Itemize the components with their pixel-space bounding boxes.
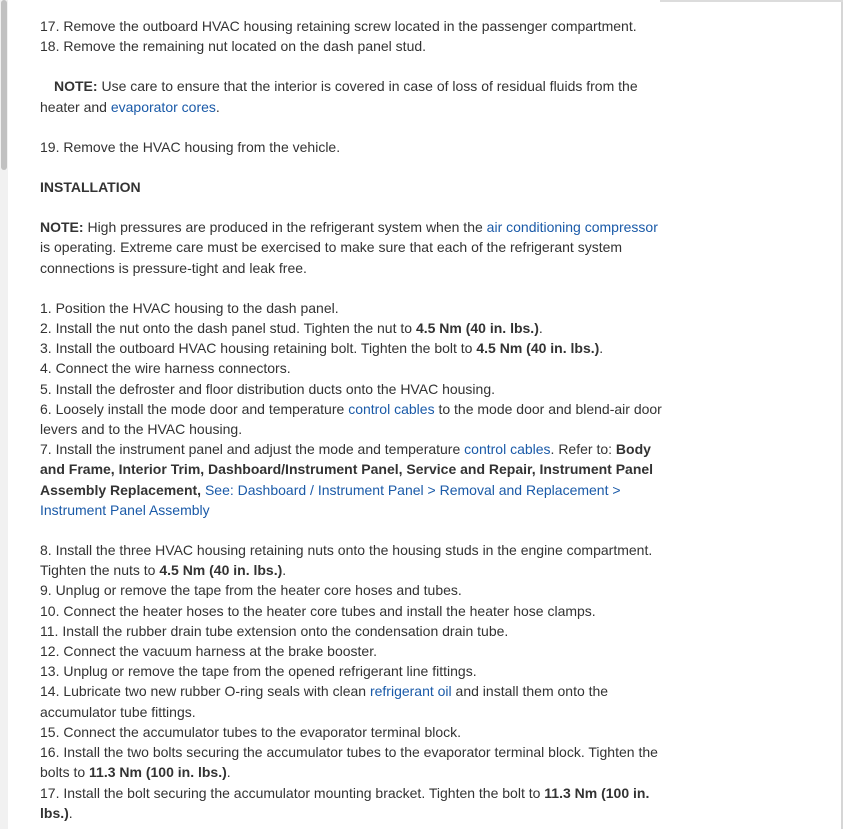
step-17-removal: 17. Remove the outboard HVAC housing retaining screw located in the passenger compartment. (40, 18, 637, 34)
install-step-1: 1. Position the HVAC housing to the dash panel. (40, 299, 339, 316)
control-cables-link[interactable]: control cables (348, 400, 435, 417)
install-step-2: 2. Install the nut onto the dash panel stud. Tighten the nut to 4.5 Nm (40 in. lbs.). (40, 320, 543, 337)
install-step-9: 9. Unplug or remove the tape from the heater core hoses and tubes. (40, 582, 462, 599)
instrument-panel-assembly-link[interactable]: See: Dashboard / Instrument Panel > Removal and Replacement > Instrument Panel Assembly (40, 481, 621, 518)
install-step-12: 12. Connect the vacuum harness at the brake booster. (40, 643, 377, 660)
ac-compressor-link[interactable]: air conditioning compressor (486, 219, 658, 236)
note-high-pressure: NOTE: High pressures are produced in the refrigerant system when the air conditioning compressor is operating. Extreme care must be exercised to make sure that each of the refrigerant system connections is pressure-tight and leak free. (40, 219, 658, 276)
top-border (660, 0, 843, 2)
install-step-16: 16. Install the two bolts securing the accumulator tubes to the evaporator terminal block. Tighten the bolts to 11.3 Nm (100 in. lbs.). (40, 744, 658, 781)
refrigerant-oil-link[interactable]: refrigerant oil (369, 683, 452, 700)
install-step-10: 10. Connect the heater hoses to the heater core tubes and install the heater hose clamps. (40, 602, 596, 619)
install-step-13: 13. Unplug or remove the tape from the opened refrigerant line fittings. (40, 663, 477, 680)
evaporator-cores-link[interactable]: evaporator cores (110, 98, 216, 115)
install-step-8: 8. Install the three HVAC housing retaining nuts onto the housing studs in the engine compartment. Tighten the nuts to 4.5 Nm (40 in. lbs.). (40, 542, 653, 579)
note-label: NOTE: (40, 219, 84, 236)
install-step-4: 4. Connect the wire harness connectors. (40, 360, 291, 377)
install-step-3: 3. Install the outboard HVAC housing retaining bolt. Tighten the bolt to 4.5 Nm (40 in. lbs.). (40, 340, 604, 357)
install-step-6: 6. Loosely install the mode door and temperature control cables to the mode door and blend-air door levers and to the HVAC housing. (40, 400, 662, 438)
note-label: NOTE: (54, 78, 98, 95)
scrollbar-thumb[interactable] (1, 0, 7, 170)
vertical-scrollbar[interactable] (0, 0, 8, 829)
install-step-7: 7. Install the instrument panel and adjust the mode and temperature control cables. Refer to: Body and Frame, Interior Trim, Dashboard/Instrument Panel, Service and Repair, Instrument Panel Assembly Replacement, See: Dashboard / Instrument Panel > Removal and Replacement > Instrument Panel Assembly (40, 441, 654, 518)
install-step-5: 5. Install the defroster and floor distribution ducts onto the HVAC housing. (40, 380, 495, 397)
install-step-17: 17. Install the bolt securing the accumulator mounting bracket. Tighten the bolt to 11.3 Nm (100 in. lbs.). (40, 784, 650, 821)
install-step-14: 14. Lubricate two new rubber O-ring seals with clean refrigerant oil and install them onto the accumulator tube fittings. (40, 683, 609, 720)
control-cables-link[interactable]: control cables (464, 441, 551, 458)
step-18-removal: 18. Remove the remaining nut located on the dash panel stud. (40, 38, 427, 55)
install-step-11: 11. Install the rubber drain tube extension onto the condensation drain tube. (40, 622, 509, 639)
note-residual-fluids: NOTE: Use care to ensure that the interior is covered in case of loss of residual fluids from the heater and evaporator cores. (40, 78, 638, 115)
document-content (40, 16, 670, 823)
install-step-15: 15. Connect the accumulator tubes to the evaporator terminal block. (40, 723, 462, 740)
installation-heading: INSTALLATION (40, 179, 141, 196)
step-19-removal: 19. Remove the HVAC housing from the vehicle. (40, 138, 341, 155)
